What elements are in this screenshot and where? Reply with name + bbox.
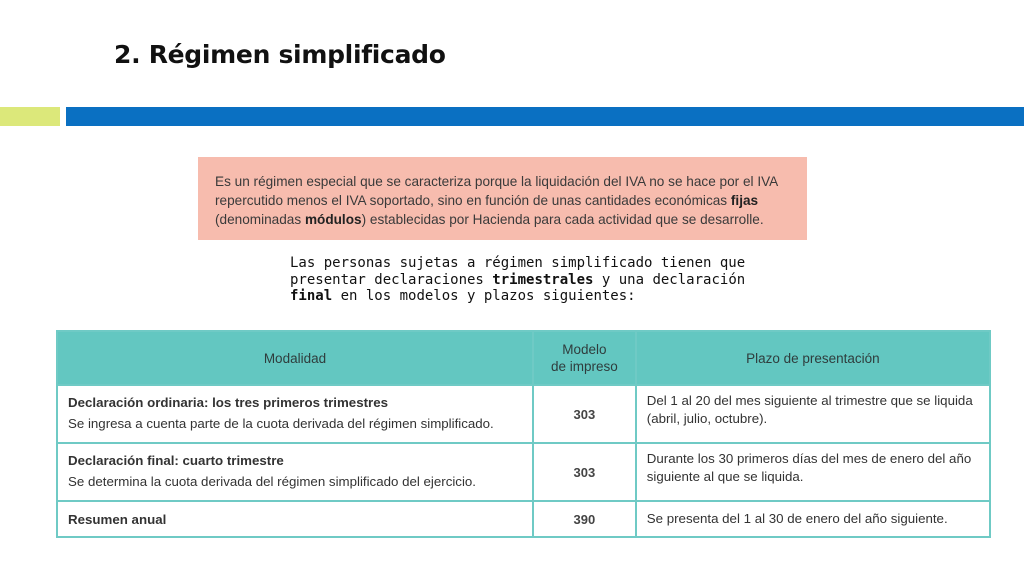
regimen-table [56, 330, 991, 538]
header-modelo-line1: Modelo [562, 342, 607, 357]
header-modelo-line2: de impreso [550, 359, 618, 374]
header-modelo [533, 331, 636, 385]
note-bold-trimestrales: trimestrales [492, 271, 594, 288]
cell-modalidad [57, 443, 533, 501]
decorative-bar-blue [66, 107, 1024, 126]
table-row [57, 501, 990, 537]
definition-text: Es un régimen especial que se caracteriza porque la liquidación del IVA no se hace por el IVA repercutido menos el IVA soportado, sino en función de unas cantidades económicas [215, 174, 778, 208]
note-bold-final: final [290, 288, 333, 304]
table-row [57, 385, 990, 443]
header-plazo: Plazo de presentación [636, 331, 990, 385]
note-text: en los modelos y plazos siguientes: [332, 288, 636, 304]
cell-modelo: 303 [533, 385, 636, 443]
modalidad-title: Resumen anual [68, 511, 167, 527]
cell-plazo: Se presenta del 1 al 30 de enero del año siguiente. [636, 501, 990, 537]
decorative-bar-green [0, 107, 60, 126]
definition-text: (denominadas [215, 212, 305, 227]
cell-plazo: Del 1 al 20 del mes siguiente al trimestre que se liquida (abril, julio, octubre). [636, 385, 990, 443]
header-modalidad: Modalidad [57, 331, 533, 385]
modalidad-title: Declaración final: cuarto trimestre [68, 453, 284, 468]
cell-modalidad [57, 385, 533, 443]
cell-modelo: 390 [533, 501, 636, 537]
cell-plazo: Durante los 30 primeros días del mes de enero del año siguiente al que se liquida. [636, 443, 990, 501]
cell-modalidad [57, 501, 533, 537]
intro-note [290, 255, 760, 305]
definition-bold-fijas: fijas [730, 193, 759, 208]
table-header-row [57, 331, 990, 385]
modalidad-desc: Se ingresa a cuenta parte de la cuota derivada del régimen simplificado. [68, 416, 494, 431]
definition-text: ) establecidas por Hacienda para cada actividad que se desarrolle. [361, 212, 764, 227]
modalidad-title: Declaración ordinaria: los tres primeros trimestres [68, 395, 388, 410]
definition-bold-modulos: módulos [304, 212, 362, 227]
modalidad-desc: Se determina la cuota derivada del régimen simplificado del ejercicio. [68, 474, 476, 489]
definition-box [198, 157, 807, 240]
cell-modelo: 303 [533, 443, 636, 501]
note-text: y una declaración [593, 271, 746, 288]
note-text: Las personas sujetas a régimen simplificado tienen que presentar declaraciones [290, 255, 746, 288]
table-row [57, 443, 990, 501]
page-title: 2. Régimen simplificado [114, 40, 446, 69]
